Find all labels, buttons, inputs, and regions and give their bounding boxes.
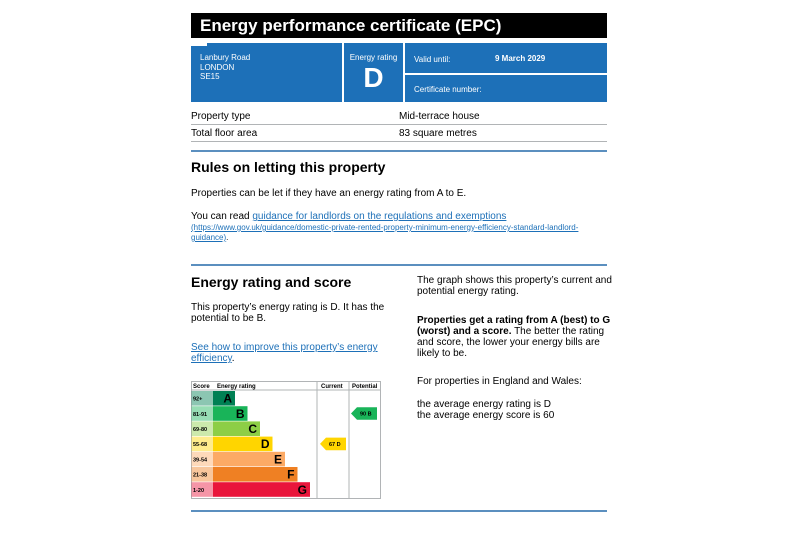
rating-explanation-bold-1: Properties get a rating from A (best) to G [417, 315, 611, 326]
valid-until-label: Valid until: [414, 55, 451, 64]
chart-header-potential: Potential [352, 384, 378, 390]
graph-description-line-2: potential energy rating. [417, 286, 519, 297]
band-letter-e: E [273, 452, 282, 467]
section-divider [191, 150, 607, 152]
energy-rating-label: Energy rating [349, 53, 398, 62]
rating-explanation-tail-1: The better the rating [511, 326, 605, 337]
chart-header-current: Current [321, 384, 343, 390]
landlord-guidance-link[interactable]: guidance for landlords on the regulations and exemptions [252, 211, 507, 222]
average-score: the average energy score is 60 [417, 410, 555, 421]
address-line-2: LONDON [200, 62, 235, 72]
guidance-url-suffix: . [226, 233, 229, 242]
property-type-label: Property type [191, 111, 251, 122]
score-para-line-1: This property’s energy rating is D. It has the [191, 302, 385, 313]
rating-explanation [417, 315, 612, 359]
energy-rating-box [344, 43, 403, 102]
improve-link-suffix: . [231, 353, 235, 364]
epc-rating-chart [191, 381, 381, 499]
band-score-b: 81-91 [193, 411, 208, 418]
address-line-3: SE15 [200, 72, 220, 81]
band-letter-b: B [235, 406, 245, 421]
letting-para: Properties can be let if they have an energy rating from A to E. [191, 188, 467, 199]
guidance-url-line-2[interactable]: guidance) [191, 233, 227, 242]
rating-explanation-tail-3: likely to be. [417, 348, 468, 359]
band-letter-f: F [287, 467, 295, 482]
band-score-f: 21-38 [193, 472, 208, 479]
score-para-line-2: potential to be B. [191, 313, 267, 324]
rating-explanation-tail-2: and score, the lower your energy bills are [417, 337, 600, 348]
address-line-1: Lanbury Road [200, 53, 251, 62]
letting-heading: Rules on letting this property [191, 159, 386, 175]
band-score-a: 92+ [193, 396, 203, 403]
band-letter-a: A [223, 391, 232, 406]
graph-description-line-1: The graph shows this property’s current and [417, 275, 612, 286]
band-score-e: 39-54 [193, 457, 208, 464]
chart-header-rating: Energy rating [217, 384, 256, 390]
band-letter-g: G [297, 482, 307, 497]
certificate-number-label: Certificate number: [414, 85, 482, 94]
rating-explanation-bold-2: (worst) and a score. [417, 326, 512, 337]
band-bar-f [213, 467, 298, 482]
band-letter-d: D [260, 437, 270, 452]
band-score-g: 1-20 [193, 487, 205, 494]
improve-link-line-2[interactable]: efficiency [191, 353, 232, 364]
score-para [191, 302, 384, 324]
improve-link-line-1[interactable]: See how to improve this property’s energy [191, 342, 378, 353]
england-wales-label: For properties in England and Wales: [417, 376, 582, 387]
section-divider [191, 264, 607, 266]
section-divider [191, 510, 607, 512]
letting-guidance-para [191, 211, 607, 222]
floor-area-label: Total floor area [191, 128, 258, 139]
graph-description [417, 275, 612, 297]
valid-until-box [405, 43, 607, 73]
band-score-c: 69-80 [193, 427, 208, 433]
energy-rating-value: D [363, 62, 384, 93]
potential-rating-marker-label: 90 B [360, 411, 372, 418]
average-rating: the average energy rating is D [417, 399, 551, 410]
guidance-url[interactable] [191, 223, 607, 243]
band-letter-c: C [248, 422, 257, 436]
band-score-d: 55-68 [193, 442, 208, 449]
improve-link-block[interactable] [191, 342, 378, 364]
divider [191, 124, 607, 125]
divider [191, 141, 607, 142]
band-bar-g [213, 482, 310, 497]
floor-area-value: 83 square metres [399, 128, 477, 139]
address-box [191, 43, 342, 102]
current-rating-marker-label: 67 D [329, 441, 341, 448]
guidance-url-line-1[interactable]: (https://www.gov.uk/guidance/domestic-private-rented-property-minimum-energy-efficiency-standard-landlord- [191, 223, 579, 232]
certificate-number-box [405, 75, 607, 102]
property-type-value: Mid-terrace house [399, 111, 480, 122]
address-tab-marker [191, 43, 207, 46]
score-heading: Energy rating and score [191, 274, 352, 290]
valid-until-date: 9 March 2029 [495, 54, 546, 63]
chart-header-score: Score [193, 384, 210, 390]
guidance-prefix: You can read [191, 211, 253, 222]
page-title: Energy performance certificate (EPC) [191, 13, 607, 38]
